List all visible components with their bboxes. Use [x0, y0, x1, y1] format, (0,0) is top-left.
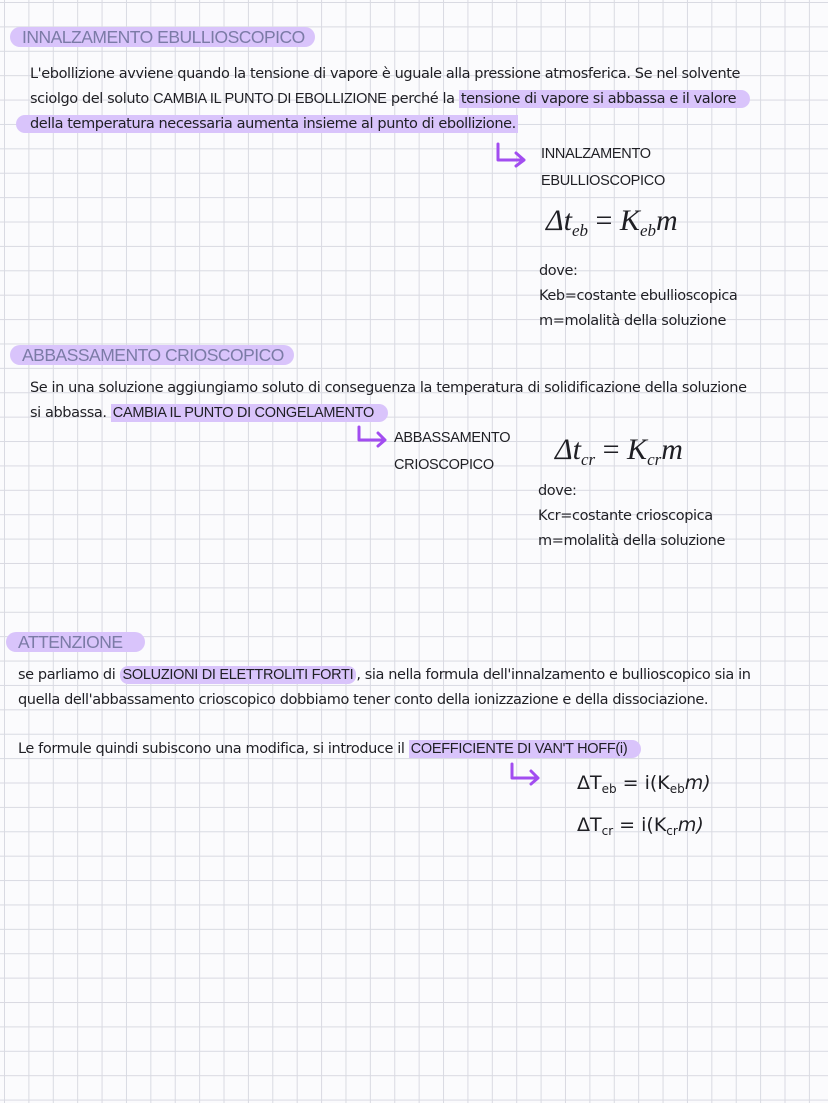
highlight-cambia-ebollizione: CAMBIA IL PUNTO DI EBOLLIZIONE: [153, 91, 387, 107]
arrow-icon: [494, 140, 530, 168]
arrow-icon: [355, 424, 391, 448]
highlight-vant-hoff: COEFFICIENTE DI VAN'T HOFF(i): [409, 740, 642, 758]
arrow-label: INNALZAMENTO EBULLIOSCOPICO: [541, 146, 665, 189]
paragraph-line: sciolgo del soluto CAMBIA IL PUNTO DI EBOLLIZIONE perché la tensione di vapore si abbassa e il valore: [30, 87, 750, 112]
section-title-innalzamento: INNALZAMENTO EBULLIOSCOPICO: [10, 27, 315, 47]
highlight-tensione: tensione di vapore si abbassa e il valore: [459, 90, 750, 108]
paragraph-line: [30, 112, 518, 137]
formula-vant-hoff-cr: $\Delta T_{cr} = i(K_{cr}m)$: [577, 814, 704, 838]
arrow-label: ABBASSAMENTO CRIOSCOPICO: [394, 430, 511, 473]
paragraph-line: L'ebollizione avviene quando la tensione di vapore è uguale alla pressione atmosferica. Se nel solvente: [30, 66, 741, 82]
formula-vant-hoff-eb: $\Delta T_{eb} = i(K_{eb}m)$: [577, 772, 711, 796]
highlight-temperatura: della temperatura necessaria aumenta insieme al punto di ebollizione.: [16, 115, 518, 133]
paragraph-line: quella dell'abbassamento crioscopico dobbiamo tener conto della ionizzazione e della dissociazione.: [18, 692, 709, 708]
paragraph-line: Le formule quindi subiscono una modifica, si introduce il COEFFICIENTE DI VAN'T HOFF(i): [18, 737, 641, 762]
formula-cryoscopic: $\Delta t_{cr} = K_{cr}m$: [555, 433, 683, 469]
section-title-abbassamento: ABBASSAMENTO CRIOSCOPICO: [10, 345, 294, 365]
definitions: dove: Kcr=costante crioscopica m=molalità della soluzione: [538, 483, 725, 549]
paragraph-line: se parliamo di SOLUZIONI DI ELETTROLITI FORTI , sia nella formula dell'innalzamento e bullioscopico sia in: [18, 667, 751, 683]
definitions: dove: Keb=costante ebullioscopica m=molalità della soluzione: [539, 263, 738, 329]
arrow-icon: [508, 760, 544, 788]
highlight-cambia-congelamento: CAMBIA IL PUNTO DI CONGELAMENTO: [111, 404, 388, 422]
paragraph-line: si abbassa. CAMBIA IL PUNTO DI CONGELAMENTO: [30, 401, 388, 426]
section-title-attenzione: ATTENZIONE: [6, 632, 145, 652]
highlight-elettroliti: SOLUZIONI DI ELETTROLITI FORTI: [120, 666, 357, 684]
formula-ebullioscopic: $\Delta t_{eb} = K_{eb}m$: [546, 204, 678, 240]
paragraph-line: Se in una soluzione aggiungiamo soluto di conseguenza la temperatura di solidificazione della soluzione: [30, 380, 747, 396]
